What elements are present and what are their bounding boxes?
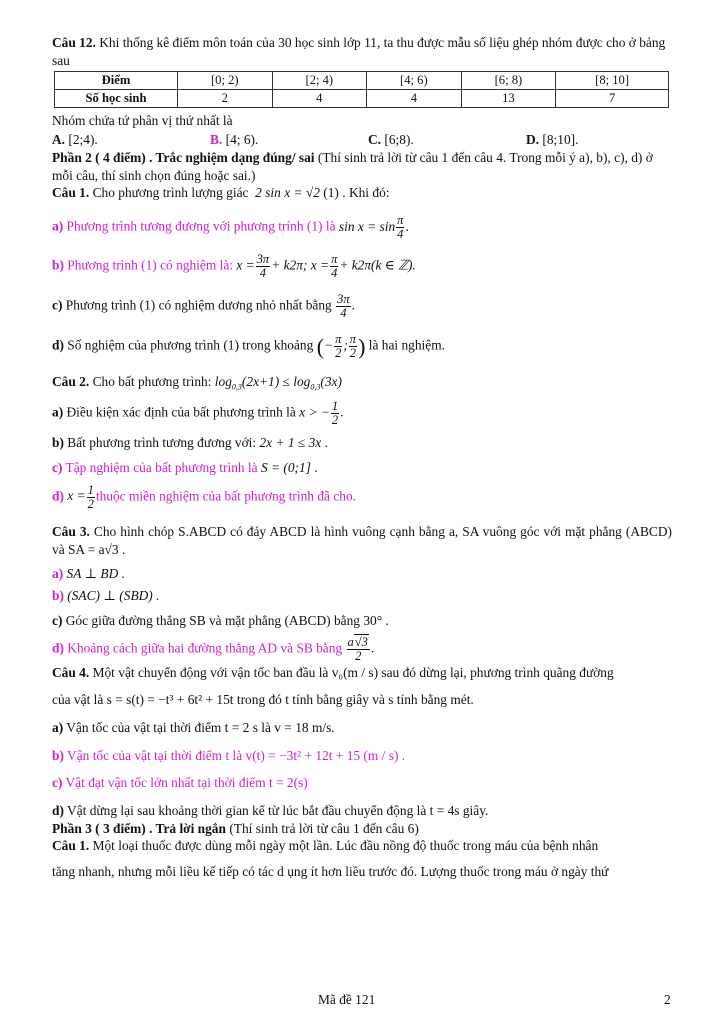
table-cell: [8; 10] <box>556 72 669 90</box>
c4-statement-c: c) Vật đạt vận tốc lớn nhất tại thời điểm t = 2(s) <box>52 775 308 791</box>
part3-heading: Phần 3 ( 3 điểm) . Trả lời ngắn (Thí sinh trả lời từ câu 1 đến câu 6) <box>52 820 419 836</box>
c2-statement-b: b) Bất phương trình tương đương với: 2x + 1 ≤ 3x . <box>52 435 328 451</box>
table-cell: [4; 6) <box>367 72 462 90</box>
p3c1-line2: tăng nhanh, nhưng mỗi liều kế tiếp có tác d ụng ít hơn liều trước đó. Lượng thuốc trong máu ở ngày thứ <box>52 864 609 880</box>
c1-statement-a: a) Phương trình tương đương với phương trính (1) là sin x = sin $\frac{\pi}{4}$ . <box>52 213 409 242</box>
table-header-row <box>55 72 669 90</box>
c3-statement-c: c) Góc giữa đường thẳng SB và mặt phẳng (ABCD) bằng 30° . <box>52 612 389 628</box>
table-row <box>55 89 669 107</box>
c4-stem-line1: Câu 4. Một vật chuyển động với vận tốc ban đầu là v₀(m / s) sau đó dừng lại, phương trình quãng đường <box>52 664 614 680</box>
p3c1-line1: Câu 1. Một loại thuốc được dùng mỗi ngày một lần. Lúc đầu nồng độ thuốc trong máu của bệnh nhân <box>52 838 599 854</box>
c4-statement-d: d) Vật dừng lại sau khoảng thời gian kể từ lúc bắt đầu chuyển động là t = 4s giây. <box>52 803 489 819</box>
exam-code: Mã đề 121 <box>318 992 376 1007</box>
c3-statement-a: a) SA ⊥ BD . <box>52 566 125 582</box>
c2-statement-d: d) x = $\frac{1}{2}$ thuộc miền nghiệm của bất phương trình đã cho. <box>52 482 357 511</box>
option-c[interactable]: C. [6;8). <box>368 132 414 148</box>
c3-statement-d: d) Khoảng cách giữa hai đường thẳng AD và SB bằng $\frac{a√3}{2}$ . <box>52 635 375 664</box>
q12-stem: Câu 12. Khi thống kê điểm môn toán của 30 học sinh lớp 11, ta thu được mẫu số liệu ghép nhóm được cho ở bảng sau <box>52 35 666 68</box>
table-cell: 4 <box>272 89 367 107</box>
part2-heading: Phần 2 ( 4 điểm) . Trắc nghiệm dạng đúng/ sai (Thí sinh trả lời từ câu 1 đến câu 4. Trong mỗi ý a), b), c), d) ở mỗi câu, thí sinh chọn đúng hoặc sai.) <box>52 149 653 183</box>
table-header-cell: Số học sinh <box>55 89 178 107</box>
c1-stem: Câu 1. Cho phương trình lượng giác 2 sin x = √2 (1) . Khi đó: <box>52 185 390 201</box>
table-cell: 13 <box>461 89 556 107</box>
table-cell: [0; 2) <box>178 72 273 90</box>
score-table <box>54 71 669 107</box>
option-a[interactable]: A. [2;4). <box>52 132 98 148</box>
option-b[interactable]: B. [4; 6). <box>210 132 259 148</box>
table-cell: 2 <box>178 89 273 107</box>
table-cell: [6; 8) <box>461 72 556 90</box>
table-cell: 4 <box>367 89 462 107</box>
table-cell: [2; 4) <box>272 72 367 90</box>
c1-statement-b: b) Phương trình (1) có nghiệm là: x = $\frac{3\pi}{4}$ + k2π; x = $\frac{\pi}{4}$ + k2π(k ∈ ℤ). <box>52 252 416 281</box>
c2-statement-c: c) Tập nghiệm của bất phương trình là S = (0;1] . <box>52 459 318 475</box>
c3-stem: Câu 3. Cho hình chóp S.ABCD có đáy ABCD là hình vuông cạnh bằng a, SA vuông góc với mặt phẳng (ABCD) và SA = a√3 . <box>52 523 672 557</box>
page-number: 2 <box>664 992 671 1007</box>
c4-stem-line2: của vật là s = s(t) = −t³ + 6t² + 15t trong đó t tính bằng giây và s tính bằng mét. <box>52 692 474 708</box>
q12-options <box>52 131 672 149</box>
table-cell: 7 <box>556 89 669 107</box>
c4-statement-a: a) Vận tốc của vật tại thời điểm t = 2 s là v = 18 m/s. <box>52 719 335 735</box>
table-header-cell: Điểm <box>55 72 178 90</box>
c3-statement-b: b) (SAC) ⊥ (SBD) . <box>52 587 160 603</box>
c1-statement-d: d) Số nghiệm của phương trình (1) trong khoảng (− $\frac{\pi}{2}$ ; $\frac{\pi}{2}$ ) là hai nghiệm. <box>52 331 445 360</box>
q12-question: Nhóm chứa tứ phân vị thứ nhất là <box>52 112 233 128</box>
c1-statement-c: c) Phương trình (1) có nghiệm dương nhỏ nhất bằng $\frac{3\pi}{4}$ . <box>52 291 355 320</box>
c2-stem: Câu 2. Cho bất phương trình: $\log_{0,3}(2x+1) \le \log_{0,3}(3x)$ <box>52 373 342 392</box>
exam-page <box>52 34 672 881</box>
c2-statement-a: a) Điều kiện xác định của bất phương trình là x > − $\frac{1}{2}$ . <box>52 399 344 428</box>
option-d[interactable]: D. [8;10]. <box>526 132 579 148</box>
c4-statement-b: b) Vận tốc của vật tại thời điểm t là v(t) = −3t² + 12t + 15 (m / s) . <box>52 747 406 763</box>
